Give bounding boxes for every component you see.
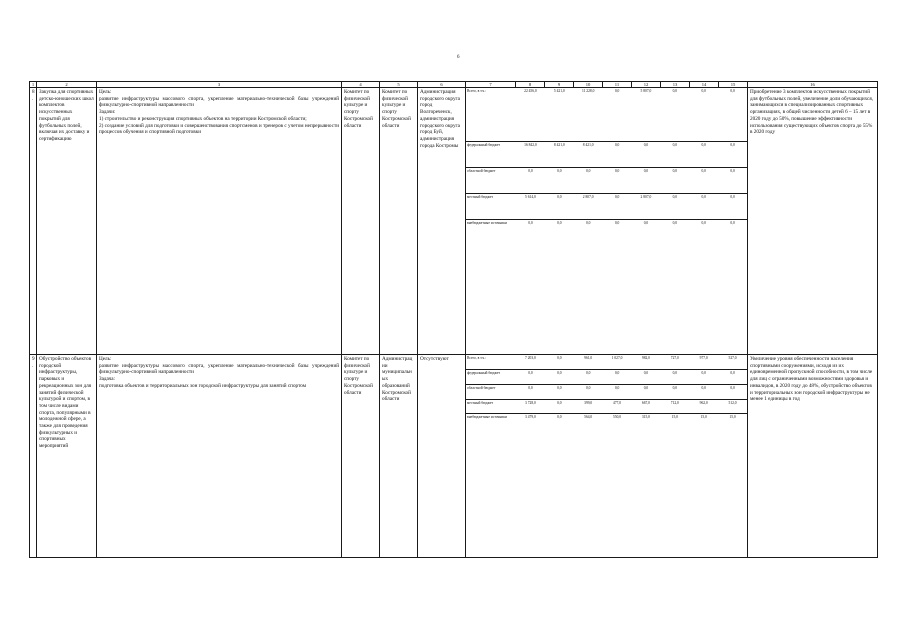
amount: 0,0 bbox=[545, 193, 574, 219]
tasks-text: 1) строительство и реконструкция спортивных объектов на территории Костромской области; 2) создание условий для подготовки и совершенствования спортсменов и тренеров с учетом непрерывности процессов обучения и спортивной подготовки bbox=[99, 115, 339, 136]
amount: 5 807,0 bbox=[632, 88, 661, 141]
amount: 399,0 bbox=[574, 399, 603, 413]
amount: 0,0 bbox=[603, 384, 632, 399]
responsible-executor: Комитет по физической культуре и спорту Костромской области bbox=[342, 355, 380, 558]
goals-tasks-cell bbox=[97, 88, 342, 355]
financing-cell bbox=[466, 88, 748, 355]
header-cell: 13 bbox=[661, 82, 690, 88]
financing-row bbox=[466, 369, 747, 384]
amount: 0,0 bbox=[545, 369, 574, 384]
amount: 0,0 bbox=[660, 369, 689, 384]
financing-row bbox=[466, 141, 747, 167]
amount: 477,0 bbox=[603, 399, 632, 413]
tasks-label: Задача: bbox=[99, 376, 115, 383]
header-cell: 8 bbox=[516, 82, 545, 88]
header-cell: 10 bbox=[574, 82, 603, 88]
amount: 315,0 bbox=[641, 414, 650, 419]
amount: 0,0 bbox=[718, 384, 747, 399]
amount: 982,0 bbox=[632, 355, 661, 369]
amount: 667,0 bbox=[632, 399, 661, 413]
header-cell: 6 bbox=[418, 82, 466, 88]
amount: 5 421,0 bbox=[545, 88, 574, 141]
amount: 0,0 bbox=[574, 369, 603, 384]
amount: 2 807,0 bbox=[574, 193, 603, 219]
amount: 962,0 bbox=[689, 399, 718, 413]
amount: 0,0 bbox=[718, 141, 747, 167]
header-cell: 15 bbox=[719, 82, 748, 88]
header-cell: 5 bbox=[380, 82, 418, 88]
source-label: областной бюджет bbox=[466, 167, 516, 193]
amount: 15,0 bbox=[729, 414, 736, 419]
financing-row bbox=[466, 219, 747, 349]
amount: 0,0 bbox=[660, 88, 689, 141]
amount: 0,0 bbox=[603, 141, 632, 167]
amount: 0,0 bbox=[689, 167, 718, 193]
source-label: федеральный бюджет bbox=[466, 369, 516, 384]
amount: 0,0 bbox=[689, 384, 718, 399]
source-label: внебюджетные источники bbox=[467, 414, 507, 419]
amount: 0,0 bbox=[718, 193, 747, 219]
header-cell: 7 bbox=[466, 82, 516, 88]
amount: 0,0 bbox=[585, 220, 591, 225]
goal-text: развитие инфраструктуры массового спорта, укрепление материально-технической базы учреждений физкультурно-спортивной направленности bbox=[99, 362, 339, 376]
goals-tasks-cell bbox=[97, 355, 342, 558]
financing-row bbox=[466, 88, 747, 141]
row-number: 9. bbox=[30, 355, 37, 558]
amount: 0,0 bbox=[689, 369, 718, 384]
header-cell: 3 bbox=[97, 82, 342, 88]
amount: 3 479,0 bbox=[525, 414, 536, 419]
amount: 0,0 bbox=[516, 384, 545, 399]
amount: 0,0 bbox=[603, 369, 632, 384]
source-label: Всего, в т.ч.: bbox=[466, 355, 516, 369]
amount: 7 203,0 bbox=[516, 355, 545, 369]
amount: 15,0 bbox=[671, 414, 678, 419]
co-executor: Комитет по физической культуре и спорту Костромской области bbox=[380, 88, 418, 355]
amount: 0,0 bbox=[614, 220, 620, 225]
page-number: 6 bbox=[457, 55, 460, 60]
amount: 22 456,0 bbox=[516, 88, 545, 141]
amount: 0,0 bbox=[516, 369, 545, 384]
amount: 0,0 bbox=[701, 220, 706, 225]
program-table bbox=[29, 81, 878, 558]
source-label: Всего, в т.ч.: bbox=[466, 88, 516, 141]
amount: 0,0 bbox=[718, 88, 747, 141]
amount: 2 807,0 bbox=[632, 193, 661, 219]
header-cell: 9 bbox=[545, 82, 574, 88]
amount: 0,0 bbox=[643, 220, 649, 225]
amount: 527,0 bbox=[718, 355, 747, 369]
amount: 0,0 bbox=[545, 355, 574, 369]
amount: 0,0 bbox=[603, 193, 632, 219]
expected-result: Увеличение уровня обеспеченности населения спортивными сооружениями, исходя из их единовременной пропускной способности, в том числе для лиц с ограниченными возможностями здоровья и инвалидов, в 2020 году до 48%, обустройство объектов и территориальных зон городской инфраструктуры не менее 1 единицы в год bbox=[748, 355, 878, 558]
header-cell: 12 bbox=[632, 82, 661, 88]
financing-row bbox=[466, 413, 747, 553]
header-cell: 2 bbox=[37, 82, 97, 88]
amount: 0,0 bbox=[574, 384, 603, 399]
amount: 8 421,0 bbox=[545, 141, 574, 167]
financing-row bbox=[466, 384, 747, 399]
source-label: федеральный бюджет bbox=[466, 141, 516, 167]
amount: 0,0 bbox=[545, 167, 574, 193]
amount: 0,0 bbox=[672, 220, 678, 225]
amount: 8 421,0 bbox=[574, 141, 603, 167]
amount: 564,0 bbox=[584, 414, 593, 419]
amount: 3 728,0 bbox=[516, 399, 545, 413]
financing-row bbox=[466, 399, 747, 413]
amount: 0,0 bbox=[632, 384, 661, 399]
amount: 961,0 bbox=[574, 355, 603, 369]
source-label: внебюджетные источники bbox=[467, 220, 507, 225]
participants: Отсутствуют bbox=[418, 355, 466, 558]
table-row bbox=[30, 355, 878, 558]
table-row bbox=[30, 88, 878, 355]
amount: 0,0 bbox=[660, 384, 689, 399]
amount: 977,0 bbox=[689, 355, 718, 369]
amount: 0,0 bbox=[689, 193, 718, 219]
amount: 0,0 bbox=[660, 193, 689, 219]
tasks-label: Задачи: bbox=[99, 109, 116, 116]
amount: 0,0 bbox=[718, 369, 747, 384]
expected-result: Приобретение 3 комплектов искусственных покрытий для футбольных полей, увеличение доли обучающихся, занимающихся в специализированных спортивных организациях, в общей численности детей 6 – 15 лет в 2020 году до 50%, повышение эффективности использования существующих объектов спорта до 55% в 2020 году bbox=[748, 88, 878, 355]
tasks-text: подготовка объектов и территориальных зон городской инфраструктуры для занятий спортом bbox=[99, 382, 307, 389]
measure-name: Обустройство объектов городской инфраструктуры, парковых и рекреационных зон для занятий физической культурой и спортом, в том числе видами спорта, популярными в молодежной сфере, а также для проведения физкультурных и спортивных мероприятий bbox=[37, 355, 97, 558]
amount: 0,0 bbox=[603, 88, 632, 141]
amount: 15,0 bbox=[700, 414, 707, 419]
goal-label: Цель: bbox=[99, 356, 112, 362]
amount: 0,0 bbox=[516, 167, 545, 193]
amount: 0,0 bbox=[689, 88, 718, 141]
amount: 16 842,0 bbox=[516, 141, 545, 167]
financing-cell bbox=[466, 355, 748, 558]
financing-row bbox=[466, 167, 747, 193]
amount: 0,0 bbox=[603, 167, 632, 193]
amount: 0,0 bbox=[545, 384, 574, 399]
row-number: 8. bbox=[30, 88, 37, 355]
header-cell: 4 bbox=[342, 82, 380, 88]
amount: 0,0 bbox=[718, 167, 747, 193]
amount: 0,0 bbox=[632, 167, 661, 193]
header-cell: 16 bbox=[748, 82, 878, 88]
header-cell: 1 bbox=[30, 82, 37, 88]
source-label: местный бюджет bbox=[466, 193, 516, 219]
amount: 5 614,0 bbox=[516, 193, 545, 219]
amount: 0,0 bbox=[730, 220, 735, 225]
amount: 0,0 bbox=[632, 369, 661, 384]
goal-text: развитие инфраструктуры массового спорта, укрепление материально-технической базы учреждений физкультурно-спортивной направленности bbox=[99, 95, 339, 109]
amount: 0,0 bbox=[632, 141, 661, 167]
financing-row bbox=[466, 355, 747, 369]
amount: 0,0 bbox=[574, 167, 603, 193]
amount: 0,0 bbox=[557, 220, 562, 225]
amount: 550,0 bbox=[613, 414, 622, 419]
header-cell: 14 bbox=[690, 82, 719, 88]
amount: 11 228,0 bbox=[574, 88, 603, 141]
amount: 1 027,0 bbox=[603, 355, 632, 369]
responsible-executor: Комитет по физической культуре и спорту Костромской области bbox=[342, 88, 380, 355]
amount: 512,0 bbox=[718, 399, 747, 413]
financing-table bbox=[466, 88, 747, 349]
measure-name: Закупка для спортивных детско-юношеских школ комплектов искусственных покрытий для футбольных полей, включая их доставку и сертификацию bbox=[37, 88, 97, 355]
amount: 0,0 bbox=[689, 141, 718, 167]
amount: 0,0 bbox=[528, 220, 533, 225]
co-executor: Администрации муниципальных образований Костромской области bbox=[380, 355, 418, 558]
amount: 0,0 bbox=[545, 399, 574, 413]
amount: 0,0 bbox=[660, 141, 689, 167]
participants: Администрация городского округа город Волгореченск, администрация городского округа город Буй, администрация города Костромы bbox=[418, 88, 466, 355]
amount: 727,0 bbox=[660, 355, 689, 369]
amount: 0,0 bbox=[660, 167, 689, 193]
header-cell: 11 bbox=[603, 82, 632, 88]
financing-table bbox=[466, 355, 747, 553]
goal-label: Цель: bbox=[99, 89, 112, 95]
source-label: областной бюджет bbox=[466, 384, 516, 399]
financing-row bbox=[466, 193, 747, 219]
amount: 712,0 bbox=[660, 399, 689, 413]
amount: 0,0 bbox=[557, 414, 562, 419]
source-label: местный бюджет bbox=[466, 399, 516, 413]
